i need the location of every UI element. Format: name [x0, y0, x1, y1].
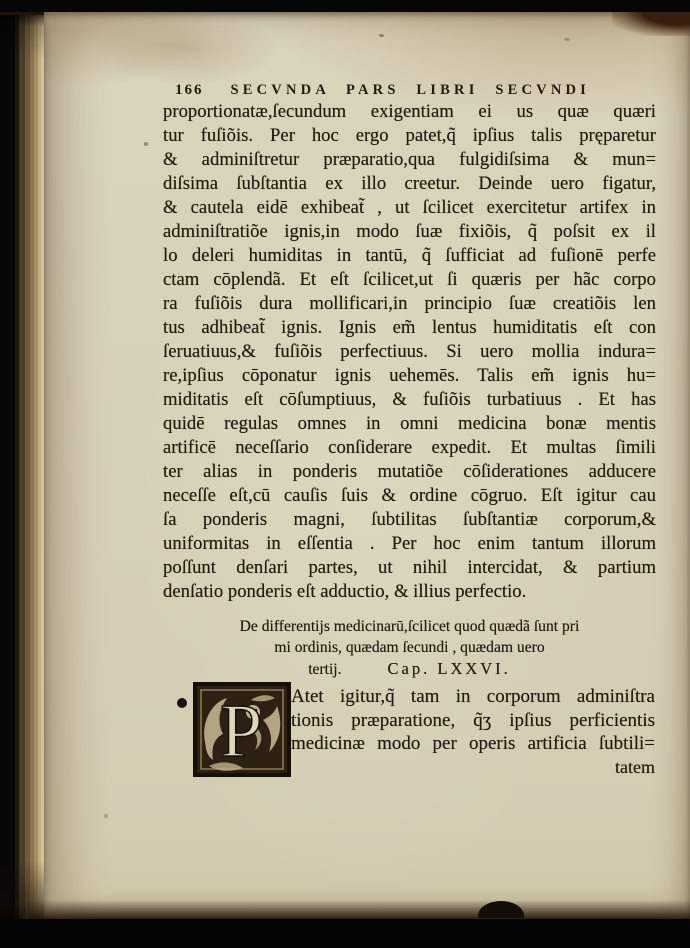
body-line: ter alias in ponderis mutatiõe cōſiderationes adducere — [163, 461, 656, 482]
running-header-title: SECVNDA PARS LIBRI SECVNDI — [230, 82, 591, 98]
body-line: denſatio ponderis eſt adductio, & illius perfectio. — [163, 581, 527, 602]
paper-fleck — [564, 38, 570, 41]
section-heading — [163, 616, 656, 680]
section-heading-line — [163, 658, 656, 680]
margin-bullet-mark — [177, 698, 187, 708]
section-heading-tertii: tertij. — [308, 661, 342, 678]
running-head — [175, 82, 675, 99]
body-line: ſeruatiuus,& fuſiõis perfectiuus. Si uero mollia indura= — [163, 341, 656, 362]
body-line: ctam cōplendã. Et eſt ſcilicet,ut ſi quæris per hãc corpo — [163, 269, 656, 290]
body-line: artificē neceſſario conſiderare expedit. Et multas ſimili — [163, 437, 656, 458]
body-line: uniformitas in eſſentia . Per hoc enim tantum illorum — [163, 533, 656, 554]
body-line: diſsima ſubſtantia ex illo creetur. Deinde uero figatur, — [163, 173, 656, 194]
body-line: & cautela eidē exhibeat̃ , ut ſcilicet exercitetur artifex in — [163, 197, 656, 218]
woodcut-initial-P — [193, 682, 291, 777]
chapter-line: medicinæ modo per operis artificia ſubtili= — [291, 733, 655, 755]
body-paragraph — [163, 100, 656, 604]
section-heading-line: De differentijs medicinarū,ſcilicet quod quædã ſunt pri — [239, 618, 580, 635]
body-line: tus adhibeat̃ ignis. Ignis em̃ lentus humiditatis eſt con — [163, 317, 656, 338]
body-line: poſſunt denſari partes, ut nihil intercidat, & partium — [163, 557, 656, 578]
body-line: & adminiſtretur præparatio,qua fulgidiſsima & mun= — [163, 149, 656, 170]
body-line: quidē regulas omnes in omni medicina bonæ mentis — [163, 413, 656, 434]
body-line: lo deleri humiditas in tantū, q̃ ſufficiat ad fuſionē perfe — [163, 245, 656, 266]
corner-stain — [612, 12, 690, 36]
book-fore-edge-pages — [0, 0, 46, 948]
body-line: proportionatæ,ſecundum exigentiam ei us quæ quæri — [163, 101, 656, 122]
catchword: tatem — [615, 756, 655, 777]
paper-fleck — [144, 142, 148, 146]
paper-fleck — [104, 814, 108, 818]
section-heading-line: mi ordinis, quædam ſecundi , quædam uero — [274, 639, 545, 656]
photo-bottom-band — [0, 919, 690, 948]
chapter-opening-text — [291, 685, 655, 779]
folio-number: 166 — [175, 82, 204, 98]
initial-letter: P — [220, 689, 263, 773]
chapter-number-label: Cap. LXXVI. — [387, 659, 511, 678]
body-line: ſa ponderis magni, ſubtilitas ſubſtantiæ corporum,& — [163, 509, 656, 530]
woodcut-initial-svg — [193, 682, 291, 777]
body-line: adminiſtratiõe ignis,in modo ſuæ fixiõis, q̃ poſsit ex il — [163, 221, 656, 242]
body-line: neceſſe eſt,cū cauſis ſuis & ordine cōgruo. Eſt igitur cau — [163, 485, 656, 506]
paper-fleck — [379, 34, 384, 37]
body-line: miditatis eſt cōſumptiuus, & fuſiõis turbatiuus . Et has — [163, 389, 656, 410]
body-line: re,ipſius cōponatur ignis uehemēs. Talis em̃ ignis hu= — [163, 365, 656, 386]
book-page — [44, 12, 690, 920]
chapter-line: Atet igitur,q̃ tam in corporum adminiſtra — [291, 686, 655, 707]
body-line: tur fuſiõis. Per hoc ergo patet,q̃ ipſius talis pręparetur — [163, 125, 656, 146]
body-line: ra fuſiõis dura mollificari,in principio ſuæ creatiõis len — [163, 293, 656, 314]
chapter-line: tionis præparatione, q̃ʒ ipſius perficientis — [291, 709, 655, 731]
